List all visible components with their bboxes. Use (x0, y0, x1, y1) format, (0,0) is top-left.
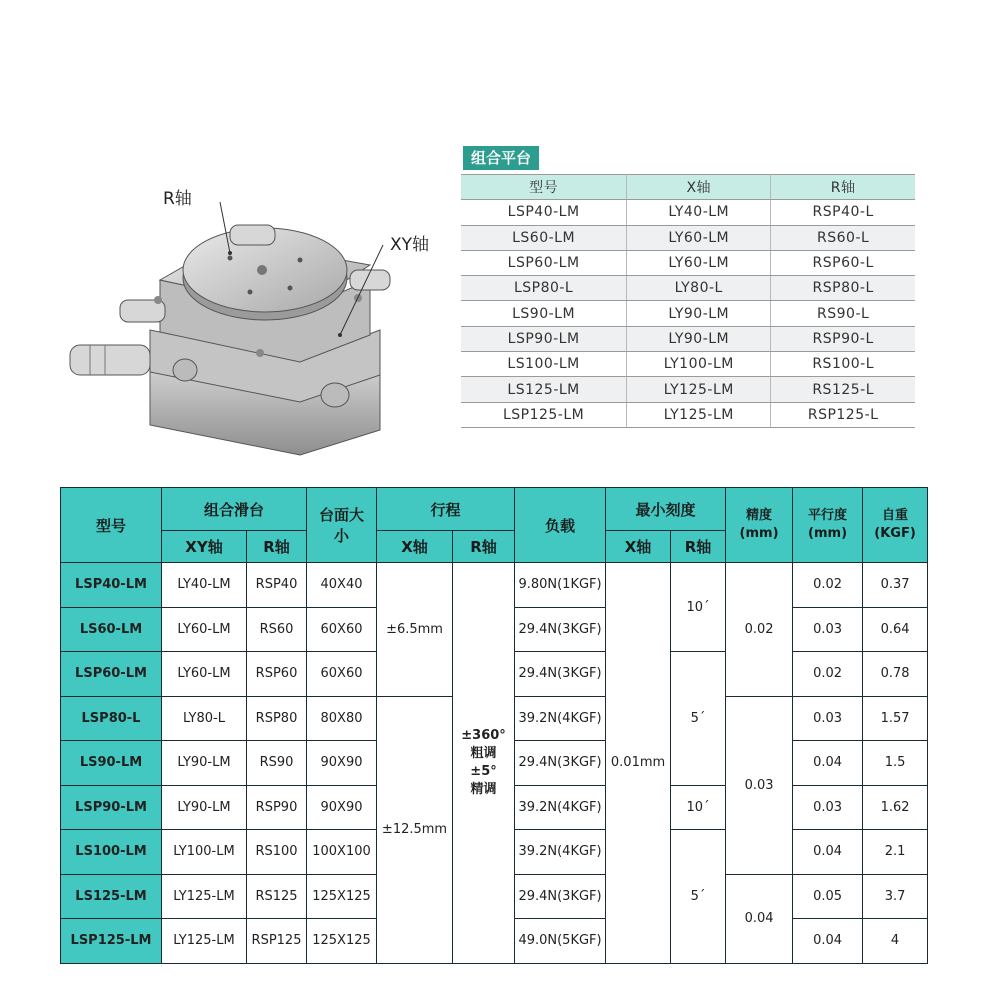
stroke-r-line: ±360° (461, 727, 506, 743)
row-size: 80X80 (307, 696, 377, 741)
r-axis-callout: R轴 (163, 189, 192, 209)
combo-cell: LSP80-L (461, 276, 627, 301)
precision-value: 0.04 (726, 874, 793, 963)
row-weight: 0.64 (863, 607, 928, 652)
row-size: 90X90 (307, 741, 377, 786)
row-xy: LY90-LM (162, 785, 247, 830)
spec-table (60, 487, 928, 964)
combo-cell: LY125-LM (627, 377, 771, 402)
stroke-x-small: ±6.5mm (377, 563, 453, 697)
row-r: RSP60 (247, 652, 307, 697)
row-size: 40X40 (307, 563, 377, 608)
row-load: 49.0N(5KGF) (515, 919, 606, 964)
table-row (461, 377, 915, 402)
row-parallelism: 0.04 (793, 919, 863, 964)
combo-header-row (461, 175, 915, 200)
combo-cell: RS60-L (771, 225, 915, 250)
spec-header-combo-slide: 组合滑台 (162, 488, 307, 531)
combo-cell: LSP125-LM (461, 402, 627, 427)
combo-cell: LS100-LM (461, 352, 627, 377)
combo-cell: LSP60-LM (461, 250, 627, 275)
parallelism-label: 平行度 (808, 508, 848, 523)
stroke-r-line: 精调 (470, 781, 497, 797)
row-parallelism: 0.04 (793, 830, 863, 875)
parallelism-unit: (mm) (808, 526, 848, 541)
row-xy: LY40-LM (162, 563, 247, 608)
row-load: 29.4N(3KGF) (515, 874, 606, 919)
combo-cell: LSP90-LM (461, 326, 627, 351)
precision-label: 精度 (746, 508, 773, 523)
combo-cell: LS125-LM (461, 377, 627, 402)
row-r: RSP80 (247, 696, 307, 741)
spec-header-stroke-x: X轴 (377, 531, 453, 563)
row-size: 90X90 (307, 785, 377, 830)
row-model: LS90-LM (61, 741, 162, 786)
row-model: LSP90-LM (61, 785, 162, 830)
row-parallelism: 0.02 (793, 652, 863, 697)
spec-header-weight (863, 488, 928, 563)
row-r: RS90 (247, 741, 307, 786)
row-weight: 4 (863, 919, 928, 964)
row-xy: LY60-LM (162, 607, 247, 652)
row-load: 29.4N(3KGF) (515, 741, 606, 786)
row-parallelism: 0.05 (793, 874, 863, 919)
row-model: LSP40-LM (61, 563, 162, 608)
row-load: 29.4N(3KGF) (515, 652, 606, 697)
stroke-x-large: ±12.5mm (377, 696, 453, 963)
row-load: 39.2N(4KGF) (515, 785, 606, 830)
row-model: LSP125-LM (61, 919, 162, 964)
spec-header-table-size: 台面大小 (307, 488, 377, 563)
combo-cell: RSP60-L (771, 250, 915, 275)
xy-axis-callout: XY轴 (390, 235, 430, 255)
row-weight: 1.57 (863, 696, 928, 741)
row-r: RS60 (247, 607, 307, 652)
row-model: LSP80-L (61, 696, 162, 741)
scale-x-value: 0.01mm (606, 563, 671, 964)
row-weight: 3.7 (863, 874, 928, 919)
combo-table-title: 组合平台 (463, 146, 539, 170)
combo-table (461, 174, 915, 428)
combo-cell: RSP90-L (771, 326, 915, 351)
row-xy: LY125-LM (162, 874, 247, 919)
scale-r-value: 10´ (671, 785, 726, 830)
row-model: LS125-LM (61, 874, 162, 919)
spec-header-xy-axis: XY轴 (162, 531, 247, 563)
stroke-r-line: ±5° (470, 763, 497, 779)
spec-header-model: 型号 (61, 488, 162, 563)
table-row (461, 225, 915, 250)
row-load: 39.2N(4KGF) (515, 696, 606, 741)
row-size: 100X100 (307, 830, 377, 875)
row-r: RS125 (247, 874, 307, 919)
row-parallelism: 0.03 (793, 785, 863, 830)
row-r: RSP40 (247, 563, 307, 608)
table-row (461, 402, 915, 427)
row-size: 125X125 (307, 919, 377, 964)
combo-cell: LY100-LM (627, 352, 771, 377)
row-load: 29.4N(3KGF) (515, 607, 606, 652)
combo-cell: LY40-LM (627, 200, 771, 225)
row-model: LSP60-LM (61, 652, 162, 697)
row-xy: LY100-LM (162, 830, 247, 875)
combo-cell: LS60-LM (461, 225, 627, 250)
row-weight: 0.37 (863, 563, 928, 608)
row-r: RSP125 (247, 919, 307, 964)
row-parallelism: 0.04 (793, 741, 863, 786)
spec-header-stroke-r: R轴 (453, 531, 515, 563)
spec-header-scale-r: R轴 (671, 531, 726, 563)
combo-cell: RSP40-L (771, 200, 915, 225)
row-weight: 1.5 (863, 741, 928, 786)
combo-cell: LS90-LM (461, 301, 627, 326)
table-row (461, 250, 915, 275)
precision-unit: (mm) (739, 526, 779, 541)
spec-header-load: 负载 (515, 488, 606, 563)
combo-cell: LY60-LM (627, 250, 771, 275)
row-load: 9.80N(1KGF) (515, 563, 606, 608)
combo-cell: RSP80-L (771, 276, 915, 301)
combo-cell: LY80-L (627, 276, 771, 301)
combo-cell: RS125-L (771, 377, 915, 402)
combo-cell: RS90-L (771, 301, 915, 326)
row-xy: LY80-L (162, 696, 247, 741)
row-xy: LY90-LM (162, 741, 247, 786)
table-row (461, 301, 915, 326)
combo-cell: LY90-LM (627, 301, 771, 326)
row-parallelism: 0.03 (793, 607, 863, 652)
table-row (461, 352, 915, 377)
combo-header-r-axis: R轴 (771, 175, 915, 200)
combo-header-x-axis: X轴 (627, 175, 771, 200)
row-r: RS100 (247, 830, 307, 875)
combo-cell: RSP125-L (771, 402, 915, 427)
row-xy: LY125-LM (162, 919, 247, 964)
row-model: LS60-LM (61, 607, 162, 652)
table-row (461, 326, 915, 351)
row-load: 39.2N(4KGF) (515, 830, 606, 875)
row-model: LS100-LM (61, 830, 162, 875)
row-size: 60X60 (307, 652, 377, 697)
combo-cell: LY125-LM (627, 402, 771, 427)
spec-header-r-axis: R轴 (247, 531, 307, 563)
rotary-xy-stage-drawing (50, 170, 450, 470)
table-row (461, 200, 915, 225)
combo-cell: LSP40-LM (461, 200, 627, 225)
row-weight: 1.62 (863, 785, 928, 830)
stroke-r-range (453, 563, 515, 964)
row-r: RSP90 (247, 785, 307, 830)
combo-header-model: 型号 (461, 175, 627, 200)
weight-label: 自重 (882, 508, 909, 523)
spec-header-stroke: 行程 (377, 488, 515, 531)
spec-header-row-1 (61, 488, 928, 531)
scale-r-value: 5´ (671, 652, 726, 786)
spec-header-min-scale: 最小刻度 (606, 488, 726, 531)
precision-value: 0.02 (726, 563, 793, 697)
spec-header-parallelism (793, 488, 863, 563)
row-weight: 2.1 (863, 830, 928, 875)
stroke-r-line: 粗调 (470, 745, 497, 761)
product-illustration (50, 170, 450, 470)
row-parallelism: 0.03 (793, 696, 863, 741)
row-parallelism: 0.02 (793, 563, 863, 608)
combo-cell: RS100-L (771, 352, 915, 377)
table-row (461, 276, 915, 301)
spec-header-precision (726, 488, 793, 563)
row-size: 60X60 (307, 607, 377, 652)
scale-r-value: 5´ (671, 830, 726, 964)
row-size: 125X125 (307, 874, 377, 919)
table-row (61, 563, 928, 608)
precision-value: 0.03 (726, 696, 793, 874)
row-weight: 0.78 (863, 652, 928, 697)
row-xy: LY60-LM (162, 652, 247, 697)
spec-header-scale-x: X轴 (606, 531, 671, 563)
scale-r-value: 10´ (671, 563, 726, 652)
combo-cell: LY60-LM (627, 225, 771, 250)
combo-cell: LY90-LM (627, 326, 771, 351)
weight-unit: (KGF) (874, 526, 916, 541)
